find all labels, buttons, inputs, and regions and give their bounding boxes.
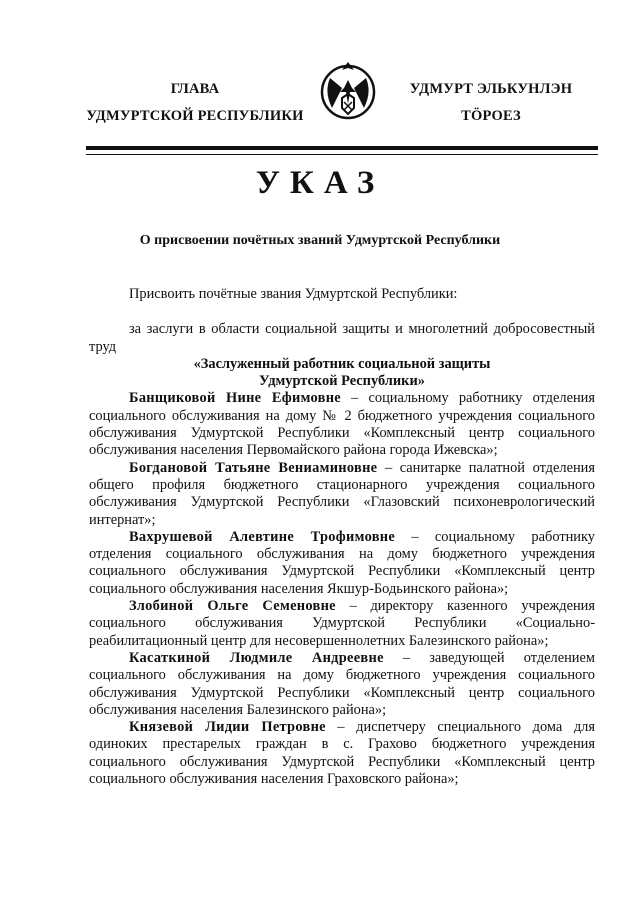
award-title-line2: Удмуртской Республики» xyxy=(259,373,425,390)
merit-paragraph: за заслуги в области социальной защиты и многолетний добросовестный труд xyxy=(89,321,595,355)
recipient-name: Злобиной Ольге Семеновне xyxy=(129,598,336,615)
issuer-udmurt-line2: ТӦРОЕЗ xyxy=(461,108,521,124)
recipient-position: – директору казенного учреждения социального обслуживания Удмуртской Республики «Социально-реабилитационный центр для несовершеннолетних Балезинского района»; xyxy=(89,598,596,649)
recipient-name: Вахрушевой Алевтине Трофимовне xyxy=(129,528,396,545)
recipient-name: Князевой Лидии Петровне xyxy=(129,719,326,736)
recipient-position: – заведующей отделением социального обслуживания на дому бюджетного учреждения социального обслуживания Удмуртской Республики «Комплексный центр социального обслуживания населения Балезинского района»; xyxy=(89,649,595,718)
recipient-position: – диспетчеру специального дома для одиноких престарелых граждан в с. Грахово бюджетного учреждения социального обслуживания Удмуртской Республики «Комплексный центр социального обслуживания населения Граховского района»; xyxy=(89,719,595,788)
document-title: УКАЗ xyxy=(255,165,385,201)
recipient-paragraph xyxy=(89,650,595,719)
udmurt-coat-of-arms-icon xyxy=(318,58,378,124)
recipient-name: Богдановой Татьяне Вениаминовне xyxy=(129,459,378,476)
recipient-position: – социальному работнику отделения социального обслуживания на дому № 2 бюджетного учреждения социального обслуживания Удмуртской Республики «Комплексный центр социального обслуживания населения Первомайского района города Ижевска»; xyxy=(89,390,595,459)
award-title-line1: «Заслуженный работник социальной защиты xyxy=(193,355,491,372)
recipient-paragraph xyxy=(89,460,595,529)
recipient-name: Банщиковой Нине Ефимовне xyxy=(129,390,341,407)
document-subtitle: О присвоении почётных званий Удмуртской Республики xyxy=(139,233,501,248)
header-rule-thick xyxy=(86,146,598,150)
issuer-russian xyxy=(84,76,306,130)
recipient-paragraph xyxy=(89,390,595,459)
intro-paragraph: Присвоить почётные звания Удмуртской Республики: xyxy=(129,286,458,302)
recipient-position: – санитарке палатной отделения общего профиля бюджетного стационарного учреждения социального обслуживания Удмуртской Республики «Глазовский психоневрологический интернат»; xyxy=(89,459,595,528)
issuer-russian-line2: УДМУРТСКОЙ РЕСПУБЛИКИ xyxy=(86,108,304,124)
document-body xyxy=(89,286,595,788)
issuer-russian-line1: ГЛАВА xyxy=(170,81,220,97)
header-rule-thin xyxy=(86,154,598,155)
recipient-paragraph xyxy=(89,598,595,650)
recipient-paragraph xyxy=(89,719,595,788)
recipient-paragraph xyxy=(89,529,595,598)
recipient-name: Касаткиной Людмиле Андреевне xyxy=(129,649,384,666)
recipient-position: – социальному работнику отделения социального обслуживания на дому бюджетного учреждения социального обслуживания Удмуртской Республики «Комплексный центр социального обслуживания населения Якшур-Бодьинского района»; xyxy=(89,528,595,597)
issuer-udmurt xyxy=(396,76,586,130)
issuer-udmurt-line1: УДМУРТ ЭЛЬКУНЛЭН xyxy=(409,81,573,97)
